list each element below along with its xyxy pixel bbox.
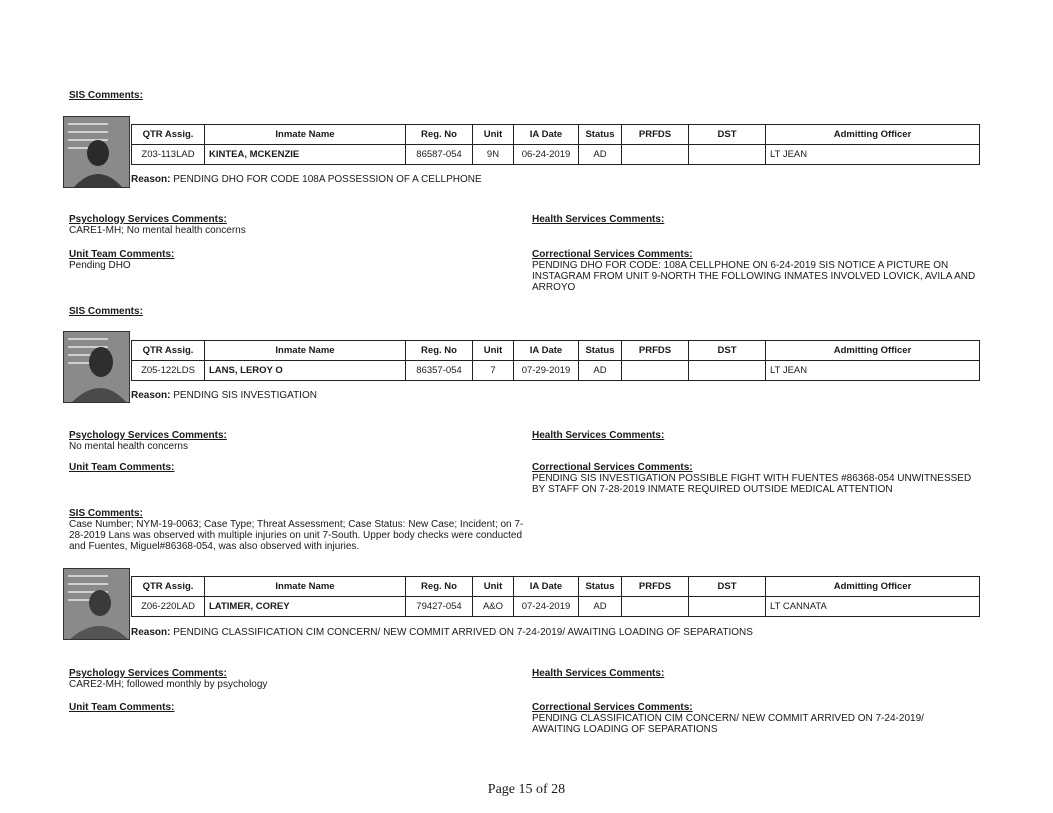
col-dst-header: DST <box>689 577 766 597</box>
col-unit-header: Unit <box>473 577 514 597</box>
ia-date-cell: 07-29-2019 <box>514 361 579 381</box>
reason-text: PENDING CLASSIFICATION CIM CONCERN/ NEW COMMIT ARRIVED ON 7-24-2019/ AWAITING LOADING OF SEPARATIONS <box>173 627 753 638</box>
health-heading: Health Services Comments: <box>532 430 665 441</box>
unit-cell: 7 <box>473 361 514 381</box>
officer-cell: LT JEAN <box>766 361 980 381</box>
reg-cell: 86587-054 <box>406 145 473 165</box>
prfds-cell <box>622 361 689 381</box>
inmate-table <box>131 576 980 617</box>
reason-text: PENDING DHO FOR CODE 108A POSSESSION OF A CELLPHONE <box>173 174 482 185</box>
col-status-header: Status <box>579 125 622 145</box>
qtr-cell: Z06-220LAD <box>132 597 205 617</box>
dst-cell <box>689 597 766 617</box>
status-cell: AD <box>579 597 622 617</box>
col-officer-header: Admitting Officer <box>766 341 980 361</box>
col-prfds-header: PRFDS <box>622 341 689 361</box>
table-header-row <box>132 341 980 361</box>
reg-cell: 86357-054 <box>406 361 473 381</box>
officer-cell: LT JEAN <box>766 145 980 165</box>
qtr-cell: Z03-113LAD <box>132 145 205 165</box>
sis-comments-heading: SIS Comments: <box>69 90 143 101</box>
table-row <box>132 145 980 165</box>
prfds-cell <box>622 145 689 165</box>
inmate-photo <box>63 331 130 403</box>
reason-label: Reason: <box>131 627 171 638</box>
prfds-cell <box>622 597 689 617</box>
col-qtr-header: QTR Assig. <box>132 125 205 145</box>
reason-line <box>131 627 753 638</box>
unit-team-heading: Unit Team Comments: <box>69 462 175 473</box>
dst-cell <box>689 145 766 165</box>
col-officer-header: Admitting Officer <box>766 577 980 597</box>
sis-comments-heading: SIS Comments: <box>69 306 143 317</box>
col-reg-header: Reg. No <box>406 341 473 361</box>
reason-text: PENDING SIS INVESTIGATION <box>173 390 317 401</box>
col-iadate-header: IA Date <box>514 577 579 597</box>
reason-label: Reason: <box>131 174 171 185</box>
col-status-header: Status <box>579 341 622 361</box>
ia-date-cell: 07-24-2019 <box>514 597 579 617</box>
dst-cell <box>689 361 766 381</box>
correctional-heading: Correctional Services Comments: <box>532 249 693 260</box>
reg-cell: 79427-054 <box>406 597 473 617</box>
col-name-header: Inmate Name <box>205 577 406 597</box>
psychology-text: No mental health concerns <box>69 441 188 452</box>
reason-label: Reason: <box>131 390 171 401</box>
col-officer-header: Admitting Officer <box>766 125 980 145</box>
correctional-heading: Correctional Services Comments: <box>532 702 693 713</box>
correctional-text: PENDING DHO FOR CODE: 108A CELLPHONE ON 6-24-2019 SIS NOTICE A PICTURE ON INSTAGRAM FROM UNIT 9-NORTH THE FOLLOWING INMATES INVOLVED LOVICK, AVILA AND ARROYO <box>532 260 976 293</box>
reason-line <box>131 174 482 185</box>
col-unit-header: Unit <box>473 125 514 145</box>
col-prfds-header: PRFDS <box>622 577 689 597</box>
psychology-text: CARE2-MH; followed monthly by psychology <box>69 679 268 690</box>
health-heading: Health Services Comments: <box>532 214 665 225</box>
col-reg-header: Reg. No <box>406 577 473 597</box>
table-header-row <box>132 125 980 145</box>
reason-line <box>131 390 317 401</box>
col-iadate-header: IA Date <box>514 341 579 361</box>
col-dst-header: DST <box>689 125 766 145</box>
qtr-cell: Z05-122LDS <box>132 361 205 381</box>
col-qtr-header: QTR Assig. <box>132 577 205 597</box>
unit-team-heading: Unit Team Comments: <box>69 249 175 260</box>
col-qtr-header: QTR Assig. <box>132 341 205 361</box>
table-row <box>132 361 980 381</box>
unit-cell: A&O <box>473 597 514 617</box>
inmate-name-cell: LANS, LEROY O <box>205 361 406 381</box>
col-name-header: Inmate Name <box>205 341 406 361</box>
inmate-table <box>131 340 980 381</box>
inmate-photo <box>63 116 130 188</box>
inmate-name-cell: LATIMER, COREY <box>205 597 406 617</box>
col-reg-header: Reg. No <box>406 125 473 145</box>
psychology-heading: Psychology Services Comments: <box>69 214 227 225</box>
col-prfds-header: PRFDS <box>622 125 689 145</box>
correctional-text: PENDING CLASSIFICATION CIM CONCERN/ NEW COMMIT ARRIVED ON 7-24-2019/ AWAITING LOADING OF SEPARATIONS <box>532 713 924 735</box>
health-heading: Health Services Comments: <box>532 668 665 679</box>
inmate-photo <box>63 568 130 640</box>
inmate-table <box>131 124 980 165</box>
unit-team-text: Pending DHO <box>69 260 131 271</box>
sis-comments-text: Case Number; NYM-19-0063; Case Type; Threat Assessment; Case Status: New Case; Incident; on 7-28-2019 Lans was observed with multiple injuries on unit 7-South. Upper body checks were conducted and Fuentes, Miguel#86368-054, was also observed with injuries. <box>69 519 524 552</box>
col-name-header: Inmate Name <box>205 125 406 145</box>
page-number: Page 15 of 28 <box>487 782 566 797</box>
officer-cell: LT CANNATA <box>766 597 980 617</box>
status-cell: AD <box>579 361 622 381</box>
psychology-text: CARE1-MH; No mental health concerns <box>69 225 246 236</box>
unit-cell: 9N <box>473 145 514 165</box>
ia-date-cell: 06-24-2019 <box>514 145 579 165</box>
sis-comments-heading: SIS Comments: <box>69 508 143 519</box>
col-unit-header: Unit <box>473 341 514 361</box>
table-header-row <box>132 577 980 597</box>
correctional-heading: Correctional Services Comments: <box>532 462 693 473</box>
correctional-text: PENDING SIS INVESTIGATION POSSIBLE FIGHT WITH FUENTES #86368-054 UNWITNESSED BY STAFF ON 7-28-2019 INMATE REQUIRED OUTSIDE MEDICAL ATTENTION <box>532 473 972 495</box>
col-status-header: Status <box>579 577 622 597</box>
unit-team-heading: Unit Team Comments: <box>69 702 175 713</box>
col-iadate-header: IA Date <box>514 125 579 145</box>
inmate-name-cell: KINTEA, MCKENZIE <box>205 145 406 165</box>
status-cell: AD <box>579 145 622 165</box>
table-row <box>132 597 980 617</box>
col-dst-header: DST <box>689 341 766 361</box>
psychology-heading: Psychology Services Comments: <box>69 430 227 441</box>
psychology-heading: Psychology Services Comments: <box>69 668 227 679</box>
